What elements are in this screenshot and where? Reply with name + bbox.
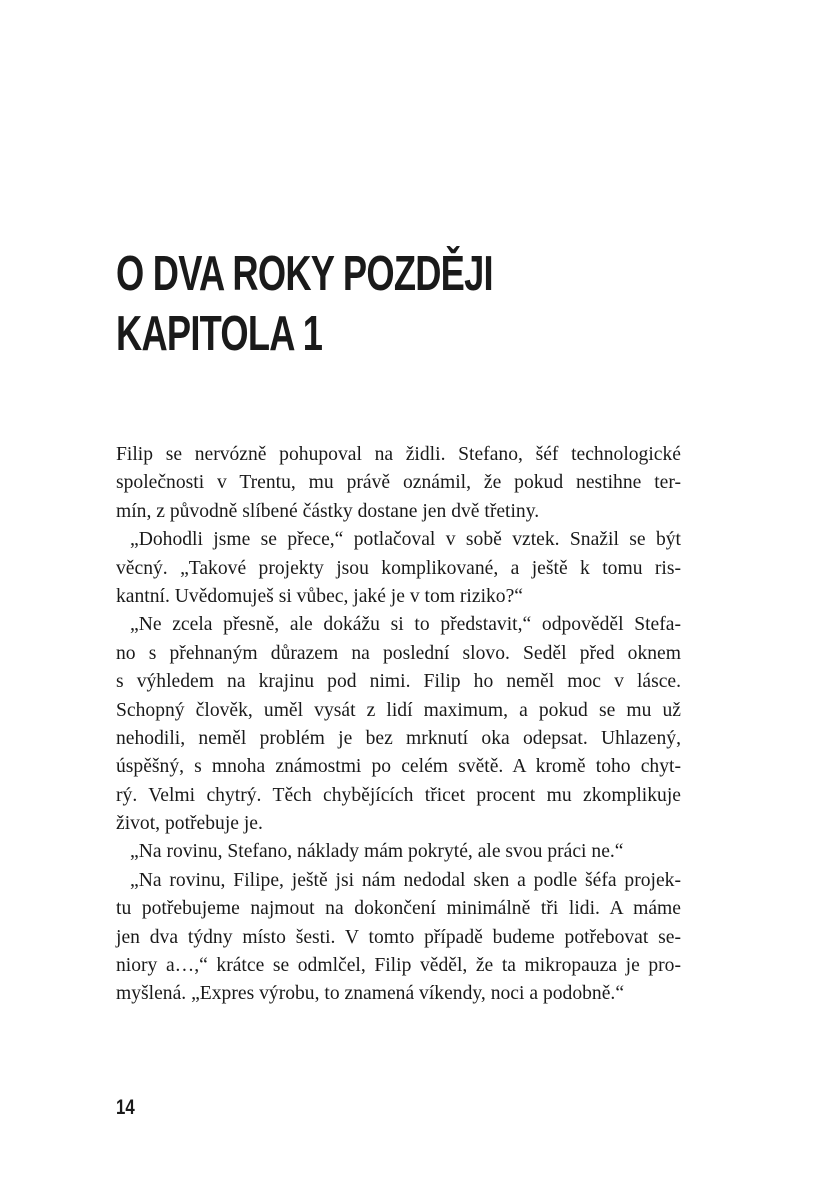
text-line: „Na rovinu, Stefano, náklady mám pokryté, ale svou práci ne.“ xyxy=(130,841,624,863)
text-line: tu potřebujeme najmout na dokončení minimálně tři lidi. A máme xyxy=(116,898,681,920)
text-line: niory a…,“ krátce se odmlčel, Filip věděl, že ta mikropauza je pro- xyxy=(116,955,681,977)
text-line: kantní. Uvědomuješ si vůbec, jaké je v tom riziko?“ xyxy=(116,585,524,607)
chapter-heading xyxy=(116,244,493,364)
text-line: Schopný člověk, uměl vysát z lidí maximum, a pokud se mu už xyxy=(116,699,681,721)
text-line: no s přehnaným důrazem na poslední slovo. Seděl před oknem xyxy=(116,642,681,664)
chapter-heading-line-1: O DVA ROKY POZDĚJI xyxy=(116,247,493,301)
text-line: Filip se nervózně pohupoval na židli. Stefano, šéf technologické xyxy=(116,444,681,465)
page-number: 14 xyxy=(116,1096,135,1119)
text-line: jen dva týdny místo šesti. V tomto případě budeme potřebovat se- xyxy=(116,926,681,948)
text-line: „Ne zcela přesně, ale dokážu si to představit,“ odpověděl Stefa- xyxy=(130,614,681,636)
text-line: myšlená. „Expres výrobu, to znamená víkendy, noci a podobně.“ xyxy=(116,983,625,1005)
body-text xyxy=(116,441,681,1009)
text-line: „Na rovinu, Filipe, ještě jsi nám nedodal sken a podle šéfa projek- xyxy=(130,869,681,891)
text-line: úspěšný, s mnoha známostmi po celém světě. A kromě toho chyt- xyxy=(116,756,681,778)
text-line: nehodili, neměl problém je bez mrknutí oka odepsat. Uhlazený, xyxy=(116,727,681,749)
chapter-heading-line-2: KAPITOLA 1 xyxy=(116,307,323,361)
text-line: mín, z původně slíbené částky dostane jen dvě třetiny. xyxy=(116,500,540,522)
text-line: s výhledem na krajinu pod nimi. Filip ho neměl moc v lásce. xyxy=(116,671,681,693)
text-line: rý. Velmi chytrý. Těch chybějících třicet procent mu zkomplikuje xyxy=(116,784,681,806)
text-line: „Dohodli jsme se přece,“ potlačoval v sobě vztek. Snažil se být xyxy=(130,529,681,551)
text-line: společnosti v Trentu, mu právě oznámil, že pokud nestihne ter- xyxy=(116,472,681,494)
text-line: život, potřebuje je. xyxy=(116,813,263,835)
text-line: věcný. „Takové projekty jsou komplikované, a ještě k tomu ris- xyxy=(116,557,681,579)
